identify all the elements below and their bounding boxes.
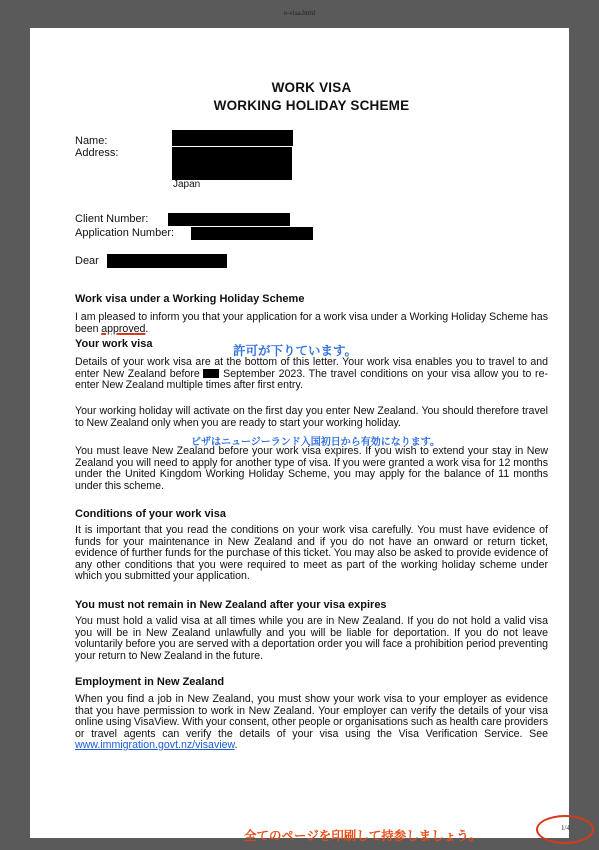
application-number-label: Application Number: [75,227,175,239]
address-redaction [172,147,292,180]
paragraph-activation: Your working holiday will activate on the first day you enter New Zealand. You should therefore travel to New Zealand only when you are ready to start your working holiday. [75,405,548,429]
date-redaction [203,369,219,378]
section-heading-must-not-remain: You must not remain in New Zealand after your visa expires [75,599,387,611]
section-heading-conditions: Conditions of your work visa [75,508,226,520]
recipient-redaction [107,254,227,268]
page-indicator: 1/4 [561,824,570,832]
address-label: Address: [75,147,119,159]
title-line-1: WORK VISA [271,80,352,95]
page-indicator-highlight-circle [536,815,594,844]
tab-title: e-visa.html [283,9,316,17]
visaview-link[interactable]: www.immigration.govt.nz/visaview [75,739,235,751]
section-heading-your-work-visa: Your work visa [75,338,153,350]
application-number-redaction [191,227,313,240]
client-number-redaction [168,213,290,226]
paragraph-visa-details: Details of your work visa are at the bottom of this letter. Your work visa enables you to travel to and enter New Zealand before September 2023. The travel conditions on your visa allow you to re-enter New Zealand multiple times after first entry. [75,356,548,391]
approved-word: approved [101,322,146,335]
section-heading-working-holiday: Work visa under a Working Holiday Scheme [75,293,305,305]
name-label: Name: [75,135,108,147]
annotation-activation: ビザはニュージーランド入国初日から有効になります。 [191,437,440,448]
annotation-approved: 許可が下りています。 [233,344,358,358]
paragraph-employment: When you find a job in New Zealand, you must show your work visa to your employer as evidence that you have permission to work in New Zealand. Your employer can verify the details of your visa online using VisaView. With your consent, other people or organisations such as health care providers or travel agents can verify the details of your visa using the Visa Verification Service. See www.immigration.govt.nz/visaview. [75,693,548,751]
paragraph-valid-visa: You must hold a valid visa at all times while you are in New Zealand. If you do not hold a valid visa you will be in New Zealand unlawfully and you will be liable for deportation. If you do not leave voluntarily before you are served with a deportation order you will face a prohibition period preventing your return to New Zealand in the future. [75,615,548,662]
title-line-2: WORKING HOLIDAY SCHEME [213,98,410,113]
annotation-print-all-pages: 全てのページを印刷して持参しましょう。 [244,829,482,843]
dear-label: Dear [75,255,99,267]
paragraph-approved: I am pleased to inform you that your application for a work visa under a Working Holiday Scheme has been approved. [75,311,548,335]
name-redaction [172,130,293,146]
address-country: Japan [173,179,201,190]
paragraph-conditions: It is important that you read the conditions on your work visa carefully. You must have evidence of funds for your maintenance in New Zealand and if you do not have an onward or return ticket, evidence of further funds for the purchase of this ticket. You may also be asked to provide evidence of any other conditions that you were required to meet as part of the working holiday scheme under which you submitted your application. [75,524,548,582]
client-number-label: Client Number: [75,213,149,225]
section-heading-employment: Employment in New Zealand [75,676,225,688]
paragraph-leave-before-expiry: You must leave New Zealand before your work visa expires. If you wish to extend your stay in New Zealand you will need to apply for another type of visa. If you were granted a work visa for 12 months under the United Kingdom Working Holiday Scheme, you may apply for the balance of 11 months under this scheme. [75,445,548,492]
